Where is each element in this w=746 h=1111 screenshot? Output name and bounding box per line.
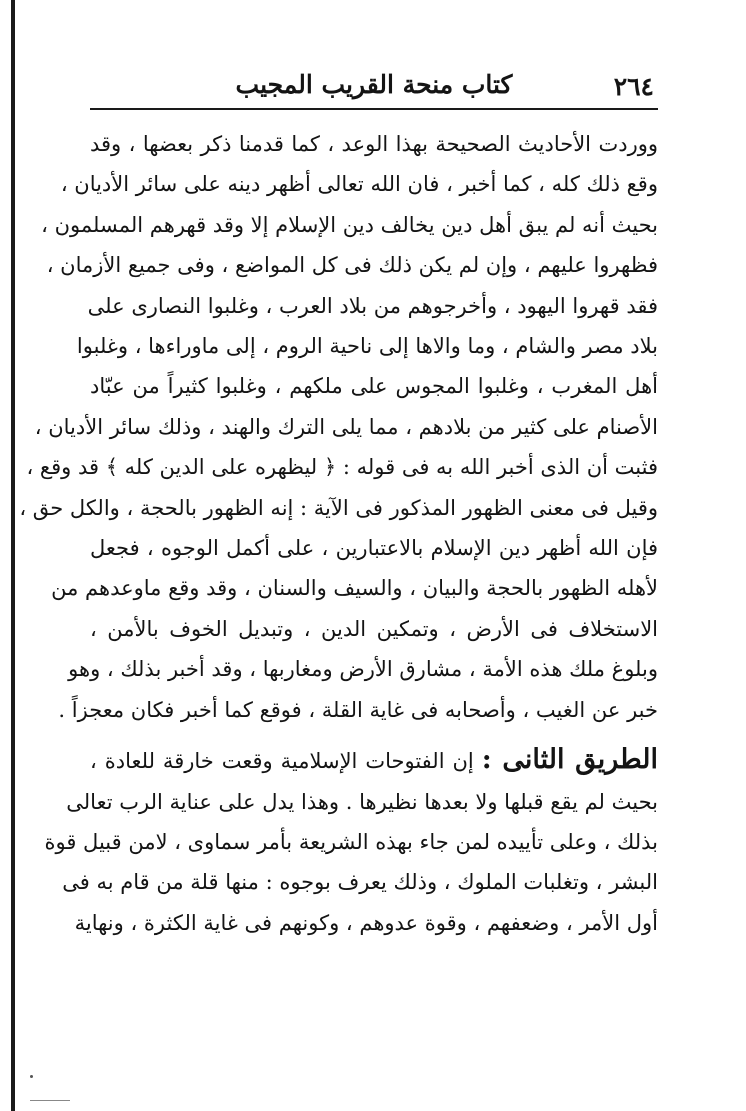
paragraph-2 (44, 740, 658, 943)
text-line: وبلوغ ملك هذه الأمة ، مشارق الأرض ومغاربها ، وقد أخبر بذلك ، وهو (68, 657, 658, 682)
text-line: بذلك ، وعلى تأييده لمن جاء بهذه الشريعة بأمر سماوى ، لامن قبيل قوة (44, 829, 658, 854)
text-line: فظهروا عليهم ، وإن لم يكن ذلك فى كل المواضع ، وفى جميع الأزمان ، (46, 253, 658, 278)
text-line: بلاد مصر والشام ، وما والاها إلى ناحية الروم ، إلى ماوراءها ، وغلبوا (76, 334, 658, 359)
text-line: بحيث لم يقع قبلها ولا بعدها نظيرها . وهذا يدل على عناية الرب تعالى (66, 789, 658, 814)
page-header (90, 58, 658, 110)
text-line: ووردت الأحاديث الصحيحة بهذا الوعد ، كما قدمنا ذكر بعضها ، وقد (90, 132, 658, 156)
header-rule (90, 108, 658, 110)
page-number: ٢٦٤ (613, 72, 654, 101)
text-line: بحيث أنه لم يبق أهل دين يخالف دين الإسلام إلا وقد قهرهم المسلمون ، (41, 212, 658, 237)
text-line: أول الأمر ، وضعفهم ، وقوة عدوهم ، وكونهم فى غاية الكثرة ، ونهاية (74, 910, 658, 935)
text-line: الأصنام على كثير من بلادهم ، مما يلى الترك والهند ، وذلك سائر الأديان ، (34, 414, 658, 439)
text-line: الاستخلاف فى الأرض ، وتمكين الدين ، وتبديل الخوف بالأمن ، (90, 616, 658, 641)
text-line: البشر ، وتغلبات الملوك ، وذلك يعرف بوجوه : منها قلة من قام به فى (62, 870, 658, 895)
text-line: فإن الله أظهر دين الإسلام بالاعتبارين ، على أكمل الوجوه ، فجعل (90, 536, 658, 561)
text-line-with-heading (90, 740, 658, 781)
page-body (19, 124, 658, 943)
text-line: وقع ذلك كله ، كما أخبر ، فان الله تعالى أظهر دينه على سائر الأديان ، (60, 172, 658, 197)
text-line: وقيل فى معنى الظهور المذكور فى الآية : إنه الظهور بالحجة ، والكل حق ، (19, 495, 658, 520)
text-run: إن الفتوحات الإسلامية وقعت خارقة للعادة ، (90, 749, 474, 774)
scan-left-edge (11, 0, 15, 1111)
running-title: كتاب منحة القريب المجيب (235, 70, 513, 99)
text-line: فقد قهروا اليهود ، وأخرجوهم من بلاد العرب ، وغلبوا النصارى على (87, 293, 658, 318)
paragraph-gap (90, 730, 658, 740)
text-line: خبر عن الغيب ، وأصحابه فى غاية القلة ، فوقع كما أخبر فكان معجزاً . (58, 697, 658, 722)
text-line: لأهله الظهور بالحجة والبيان ، والسيف والسنان ، وقد وقع ماوعدهم من (51, 576, 658, 601)
scan-speck (30, 1075, 33, 1078)
section-lead: الطريق الثانى : (481, 744, 658, 776)
book-page (19, 58, 658, 1058)
paragraph-1 (19, 124, 658, 730)
text-line: أهل المغرب ، وغلبوا المجوس على ملكهم ، وغلبوا كثيراً من عبّاد (90, 374, 658, 399)
text-line: فثبت أن الذى أخبر الله به فى قوله : ﴿ ليظهره على الدين كله ﴾ قد وقع ، (26, 455, 658, 480)
scan-mark (30, 1100, 70, 1101)
